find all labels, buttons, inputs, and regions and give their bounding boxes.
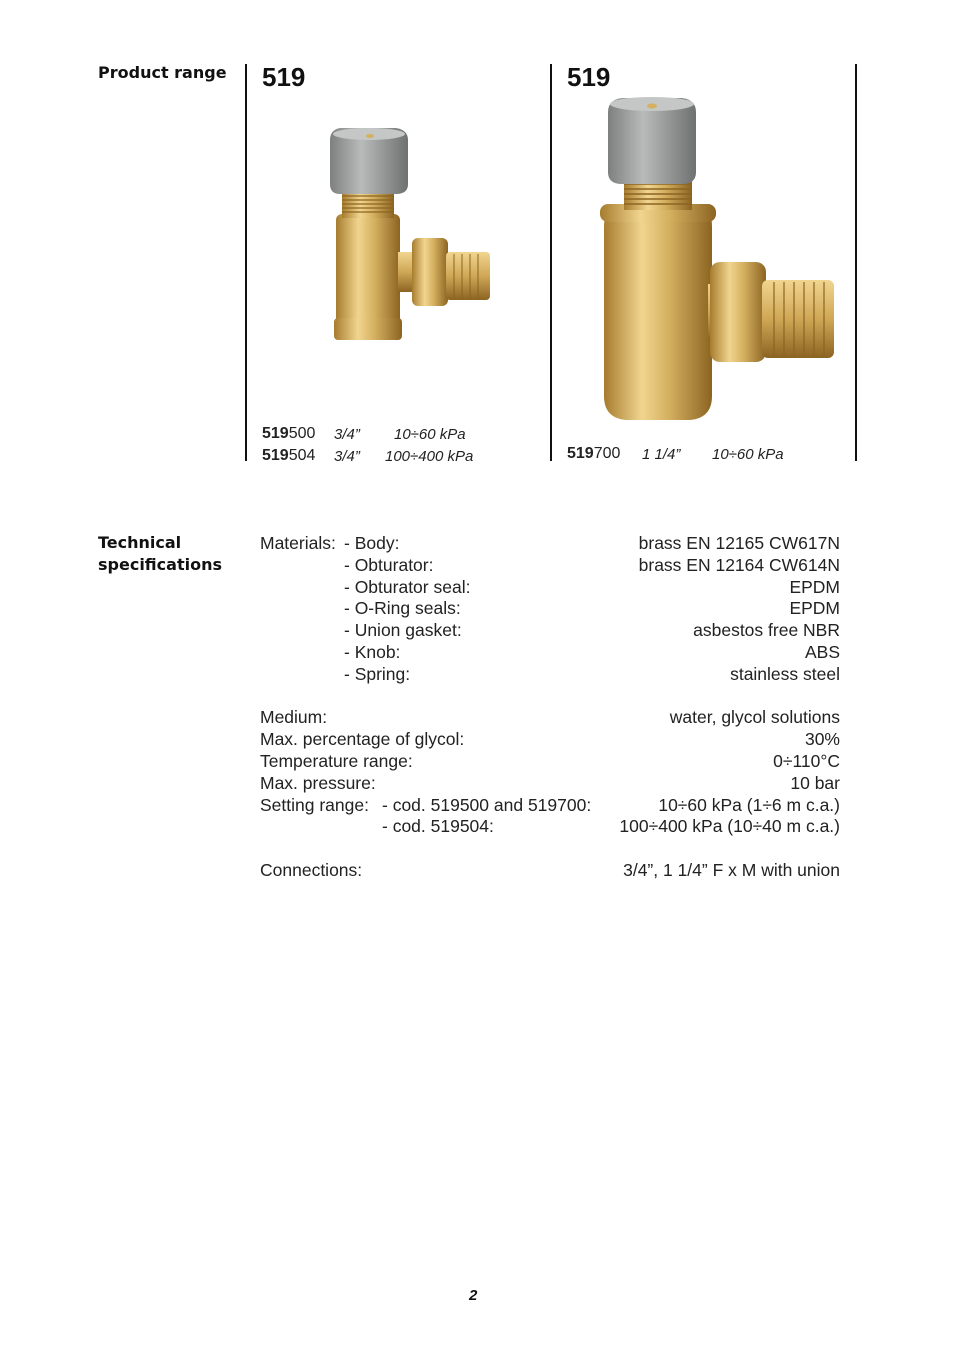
variant-row-519500 — [262, 425, 466, 443]
property-value-max-pressure: 10 bar — [790, 773, 840, 793]
valve-3-4-image — [320, 122, 500, 347]
panel-divider-left — [245, 64, 247, 461]
variant-code-bold: 519 — [262, 447, 289, 464]
panel-divider-middle — [550, 64, 552, 461]
variant-code-bold: 519 — [262, 425, 289, 442]
materials-label: Materials: — [260, 533, 336, 553]
material-value-knob: ABS — [804, 642, 840, 662]
variant-code-rest: 504 — [288, 447, 316, 464]
variant-code-rest: 700 — [593, 445, 621, 462]
variant-size: 3/4” — [334, 448, 360, 465]
connections-value: 3/4”, 1 1/4” F x M with union — [623, 860, 840, 880]
setting-range-label: Setting range: — [260, 795, 369, 815]
material-value-spring: stainless steel — [730, 664, 840, 684]
model-number-panel-2: 519 — [567, 62, 611, 92]
material-name-spring: - Spring: — [344, 664, 411, 684]
material-name-union-gasket: - Union gasket: — [344, 620, 462, 640]
model-number-panel-1: 519 — [262, 62, 306, 92]
material-value-union-gasket: asbestos free NBR — [693, 620, 840, 640]
variant-size: 1 1/4” — [642, 446, 681, 463]
material-value-obturator: brass EN 12164 CW614N — [638, 555, 840, 575]
material-value-obturator-seal: EPDM — [789, 577, 840, 597]
property-name-max-pressure: Max. pressure: — [260, 773, 376, 793]
setting-range-name-519500-519700: - cod. 519500 and 519700: — [382, 795, 592, 815]
setting-range-name-519504: - cod. 519504: — [382, 816, 494, 836]
property-value-medium: water, glycol solutions — [669, 707, 840, 727]
variant-range: 100÷400 kPa — [385, 448, 474, 465]
valve-1-1-4-image — [590, 96, 840, 426]
variant-row-519700 — [567, 445, 784, 463]
property-value-temperature: 0÷110°C — [773, 751, 840, 771]
property-name-medium: Medium: — [260, 707, 328, 727]
setting-range-value-519500-519700: 10÷60 kPa (1÷6 m c.a.) — [658, 795, 840, 815]
material-name-o-ring-seals: - O-Ring seals: — [344, 598, 461, 618]
material-name-obturator: - Obturator: — [344, 555, 434, 575]
variant-code-bold: 519 — [567, 445, 594, 462]
setting-range-value-519504: 100÷400 kPa (10÷40 m c.a.) — [619, 816, 840, 836]
property-name-temperature: Temperature range: — [260, 751, 413, 771]
material-value-o-ring-seals: EPDM — [789, 598, 840, 618]
material-name-obturator-seal: - Obturator seal: — [344, 577, 471, 597]
panel-divider-right — [855, 64, 857, 461]
variant-code-rest: 500 — [288, 425, 316, 442]
material-name-body: - Body: — [344, 533, 400, 553]
variant-range: 10÷60 kPa — [394, 426, 466, 443]
property-value-glycol: 30% — [804, 729, 840, 749]
technical-label-line2: specifications — [98, 555, 222, 574]
variant-range: 10÷60 kPa — [712, 446, 784, 463]
product-range-label: Product range — [98, 63, 227, 82]
variant-row-519504 — [262, 447, 474, 465]
property-name-glycol: Max. percentage of glycol: — [260, 729, 465, 749]
material-value-body: brass EN 12165 CW617N — [638, 533, 840, 553]
variant-size: 3/4” — [334, 426, 360, 443]
technical-specifications-label — [98, 532, 222, 576]
technical-label-line1: Technical — [98, 533, 182, 552]
connections-name: Connections: — [260, 860, 363, 880]
page-number: 2 — [469, 1287, 478, 1304]
material-name-knob: - Knob: — [344, 642, 401, 662]
